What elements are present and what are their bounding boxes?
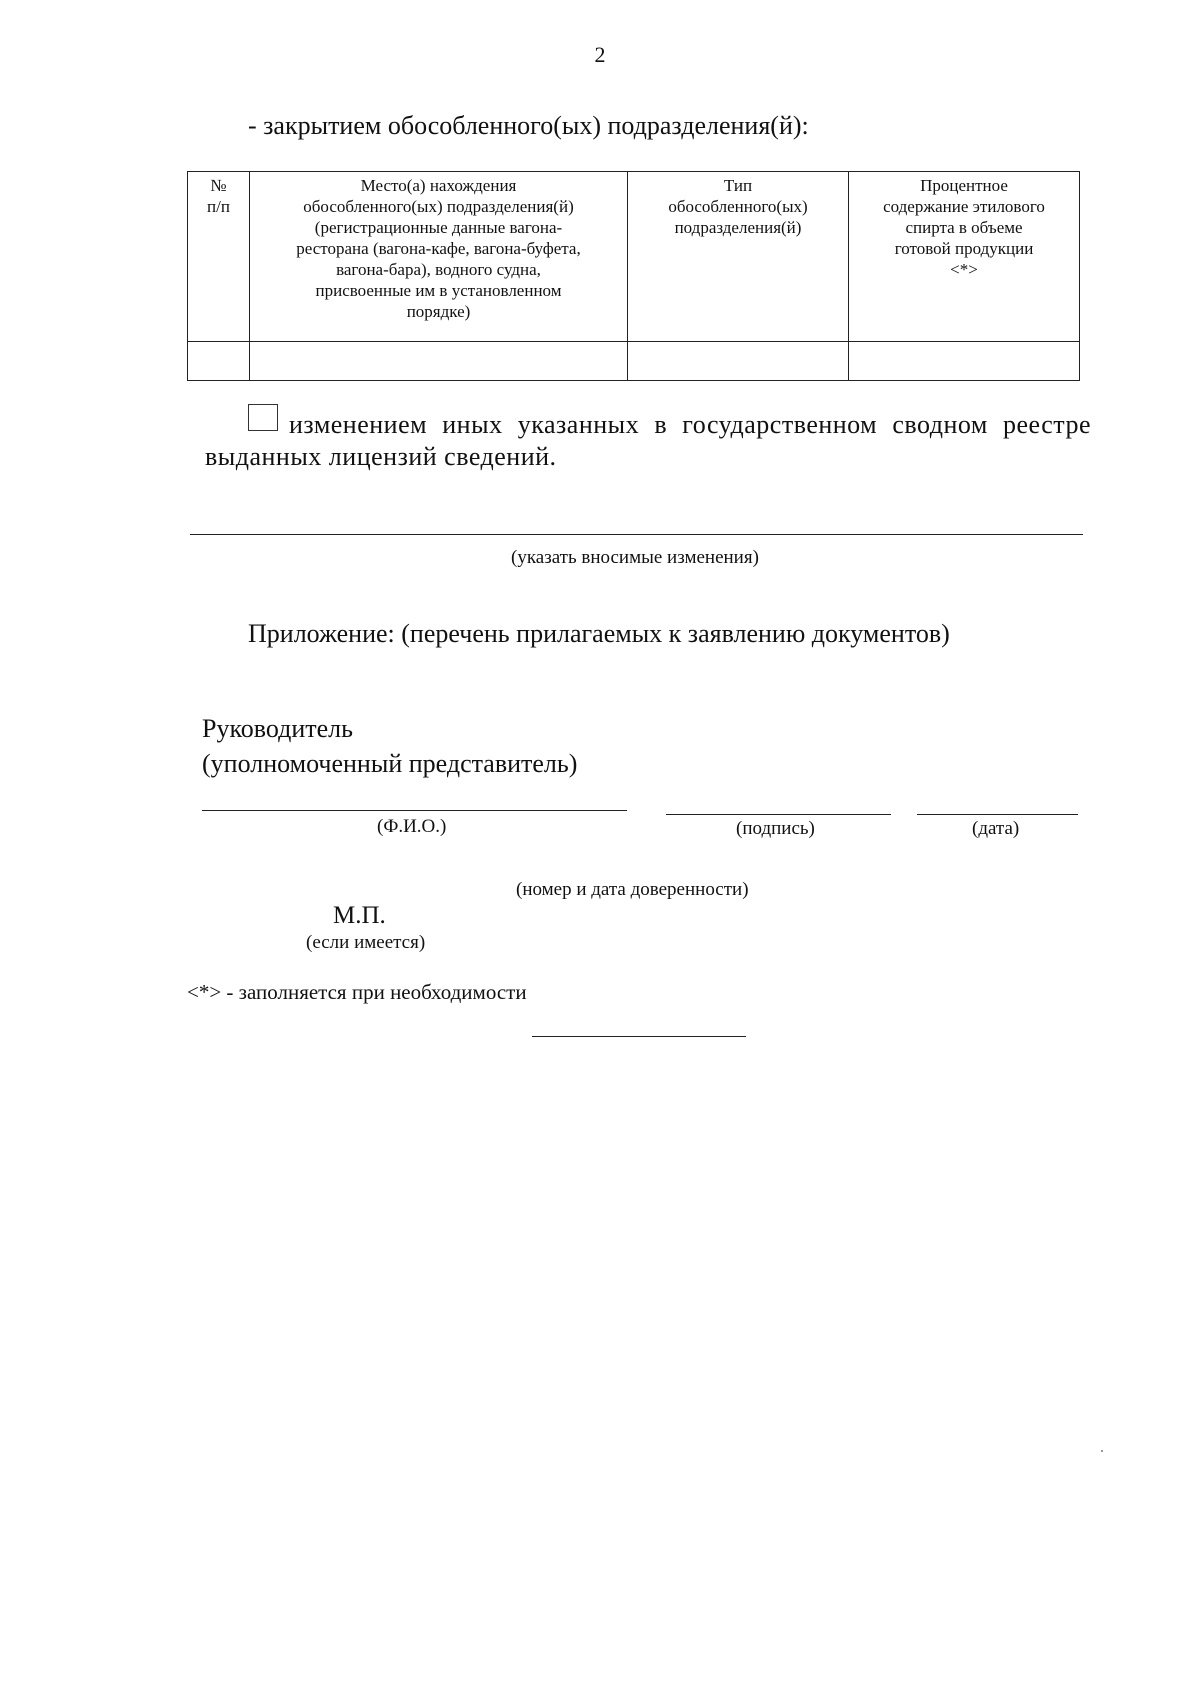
footnote: <*> - заполняется при необходимости [187,980,527,1004]
stamp-caption: (если имеется) [306,932,426,953]
table-header-row [188,172,1080,342]
fio-line[interactable] [202,810,627,811]
page-number: 2 [594,42,606,67]
cell-type[interactable] [628,342,849,381]
power-of-attorney-caption: (номер и дата доверенности) [516,879,749,900]
col-number-header: № п/п [188,172,250,342]
col-alcohol-percent-header: Процентное содержание этилового спирта в объеме готовой продукции <*> [849,172,1080,342]
signatory-title: Руководитель [202,714,353,743]
changes-entry-line[interactable] [190,534,1083,535]
signature-line[interactable] [666,814,891,815]
scan-artifact [1101,1450,1103,1452]
date-caption: (дата) [972,818,1020,839]
separate-units-table [187,171,1080,381]
change-option-text: изменением иных указанных в государственном сводном реестре выданных лицензий сведений. [205,410,1091,471]
signature-caption: (подпись) [736,818,815,839]
changes-caption: (указать вносимые изменения) [511,547,759,568]
section-heading: - закрытием обособленного(ых) подразделения(й): [248,111,809,140]
signatory-subtitle: (уполномоченный представитель) [202,749,578,778]
stamp-label: М.П. [333,902,386,929]
date-line[interactable] [917,814,1078,815]
fio-caption: (Ф.И.О.) [377,816,447,837]
cell-alcohol-percent[interactable] [849,342,1080,381]
appendix-text: Приложение: (перечень прилагаемых к заявлению документов) [248,619,950,648]
end-divider [532,1036,746,1037]
col-type-header: Тип обособленного(ых) подразделения(й) [628,172,849,342]
col-location-header: Место(а) нахождения обособленного(ых) подразделения(й) (регистрационные данные вагона- ресторана (вагона-кафе, вагона-буфета, вагона-бара), водного судна, присвоенные им в установленном порядке) [250,172,628,342]
table-row [188,342,1080,381]
cell-number[interactable] [188,342,250,381]
cell-location[interactable] [250,342,628,381]
